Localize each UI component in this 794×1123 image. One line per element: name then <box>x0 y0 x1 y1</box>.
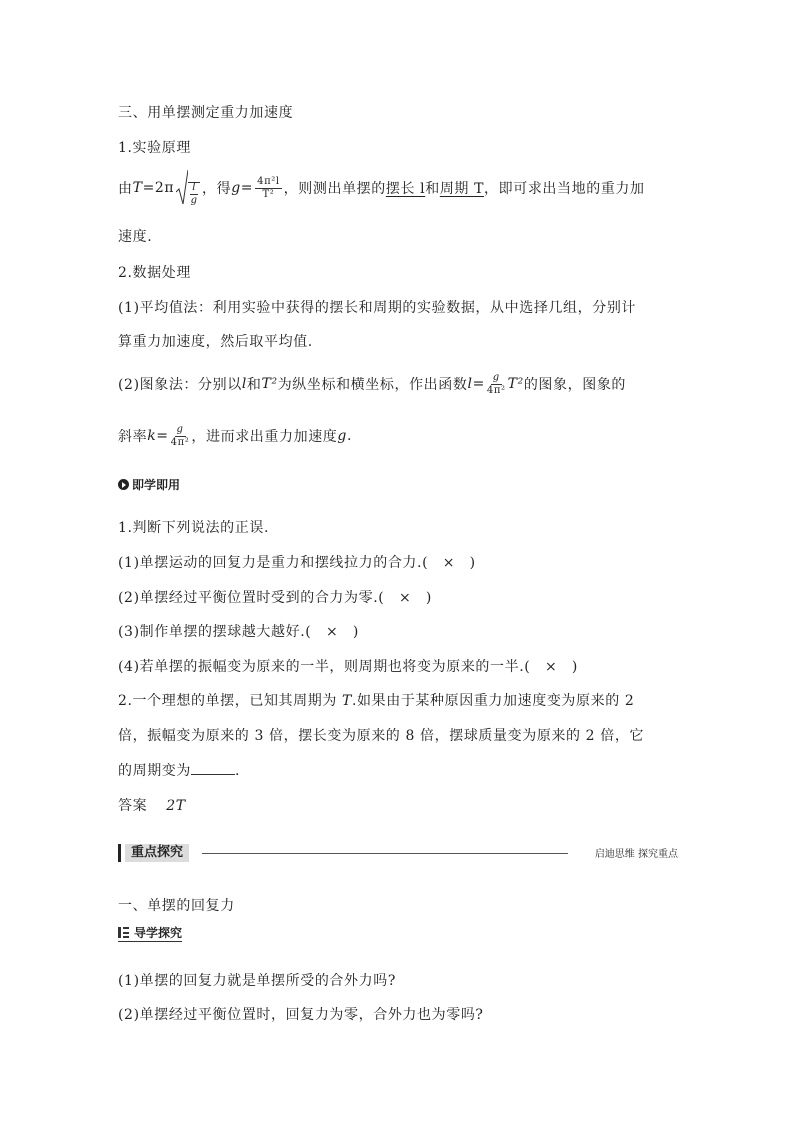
question-2-line-2: 倍，振幅变为原来的 3 倍，摆长变为原来的 8 倍，摆球质量变为原来的 2 倍，它 <box>118 728 645 744</box>
graph-l2: l <box>467 376 473 392</box>
fraction-denominator: T² <box>262 188 275 200</box>
graph-T3: T² <box>507 376 524 392</box>
q2-line-3-text: 的周期变为 <box>118 763 191 779</box>
graph-T2: T² <box>261 376 278 392</box>
sqrt-expression <box>176 170 200 206</box>
formula-text-7: ，即可求出当地的重力加 <box>484 181 645 197</box>
section-three-title: 三、用单摆测定重力加速度 <box>118 105 294 121</box>
answer-line <box>118 795 186 815</box>
question-2-line-1 <box>118 690 634 710</box>
formula-text-6: 和 <box>425 181 440 197</box>
section-subtitle: 启迪思维 探究重点 <box>594 849 678 860</box>
play-circle-icon <box>118 479 129 490</box>
question-1-item-1: (1)单摆运动的回复力是重力和摆线拉力的合力.( × ) <box>118 555 476 571</box>
answer-value: 2T <box>166 798 186 814</box>
guide-label: 导学探究 <box>134 926 183 940</box>
guide-heading <box>118 924 182 942</box>
graph-method-line-1 <box>118 366 626 402</box>
slope-text-4: . <box>346 428 353 444</box>
formula-text-3: ，得 <box>202 181 232 197</box>
formula-text-2: =2π <box>142 180 175 196</box>
graph-method-line-2 <box>118 418 352 454</box>
section-header <box>118 842 678 864</box>
answer-label: 答案 <box>118 798 148 814</box>
underlined-length: 摆长 l <box>385 181 426 197</box>
fraction-g-formula <box>255 177 282 200</box>
fraction-slope <box>171 425 190 448</box>
sqrt-numerator: l <box>192 182 197 193</box>
formula-text-5: ，则测出单摆的 <box>283 181 386 197</box>
section-bar <box>118 844 121 862</box>
fraction-g-over-4pi2 <box>487 373 506 396</box>
slope-text-3: ，进而求出重力加速度 <box>191 429 338 445</box>
formula-line <box>118 168 645 208</box>
sqrt-denominator: g <box>190 195 198 206</box>
slope-k: k <box>147 428 157 444</box>
practice-label: 即学即用 <box>132 478 181 492</box>
fraction-numerator: g <box>492 371 500 383</box>
formula-continuation: 速度. <box>118 229 153 245</box>
average-method-line-1: (1)平均值法：利用实验中获得的摆长和周期的实验数据，从中选择几组，分别计 <box>118 300 637 316</box>
graph-text-2: 和 <box>246 377 262 393</box>
graph-text-5: 的图象，图象的 <box>523 377 627 393</box>
graph-text-1: (2)图象法：分别以 <box>118 377 242 393</box>
practice-heading <box>118 476 180 493</box>
slope-text-2: = <box>156 428 169 444</box>
formula-text-1: 由 <box>118 181 133 197</box>
fraction-numerator: 4π²l <box>257 175 280 187</box>
graph-text-4: = <box>472 376 485 392</box>
fraction-denominator: 4π² <box>486 384 506 396</box>
q2-text-2: .如果由于某种原因重力加速度变为原来的 2 <box>351 693 635 709</box>
formula-text-4: = <box>240 180 254 196</box>
question-1-title: 1.判断下列说法的正误. <box>118 520 270 536</box>
list-icon <box>118 927 129 938</box>
formula-g: g <box>231 180 241 196</box>
question-1-item-2: (2)单摆经过平衡位置时受到的合力为零.( × ) <box>118 590 432 606</box>
question-1-item-4: (4)若单摆的振幅变为原来的一半，则周期也将变为原来的一半.( × ) <box>118 659 578 675</box>
graph-text-3: 为纵坐标和横坐标，作出函数 <box>277 377 468 393</box>
q2-T: T <box>342 693 352 709</box>
question-2-line-3 <box>118 760 240 780</box>
question-1-item-3: (3)制作单摆的摆球越大越好.( × ) <box>118 624 359 640</box>
guide-question-1: (1)单摆的回复力就是单摆所受的合外力吗? <box>118 973 396 989</box>
average-method-line-2: 算重力加速度，然后取平均值. <box>118 334 313 350</box>
fraction-denominator: 4π² <box>170 436 190 448</box>
q2-text-1: 2.一个理想的单摆，已知其周期为 <box>118 693 343 709</box>
guide-question-2: (2)单摆经过平衡位置时，回复力为零，合外力也为零吗? <box>118 1007 484 1023</box>
q2-line-3-end: . <box>235 763 241 779</box>
slope-text-1: 斜率 <box>118 429 148 445</box>
slope-g: g <box>337 428 347 444</box>
underlined-period: 周期 T <box>439 181 485 197</box>
fraction-numerator: g <box>176 423 184 435</box>
graph-l: l <box>241 376 247 392</box>
principle-title: 1.实验原理 <box>118 140 191 156</box>
formula-T: T <box>132 180 143 196</box>
subsection-title: 一、单摆的回复力 <box>118 898 235 914</box>
section-divider <box>202 853 568 854</box>
section-title: 重点探究 <box>125 844 189 862</box>
answer-blank <box>191 762 235 775</box>
data-processing-title: 2.数据处理 <box>118 265 191 281</box>
